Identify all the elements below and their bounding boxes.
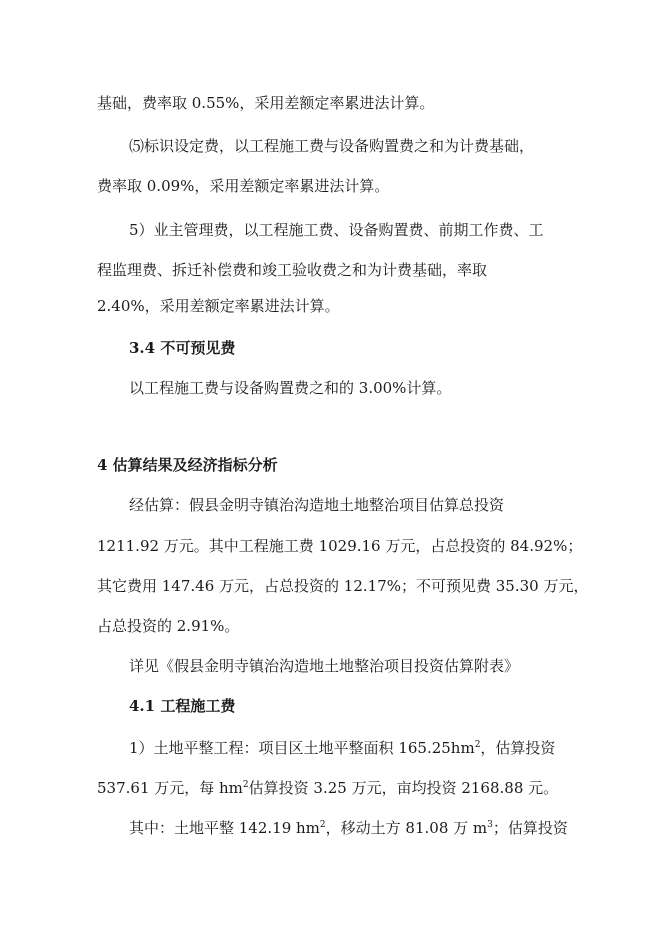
text-line: 1211.92 万元。其中工程施工费 1029.16 万元，占总投资的 84.92%； — [97, 537, 583, 555]
text-line: 经估算：假县金明寺镇治沟造地土地整治项目估算总投资 — [129, 496, 505, 514]
superscript: 2 — [242, 780, 249, 790]
text-line — [129, 738, 555, 758]
superscript: 3 — [487, 820, 493, 830]
text-line: 以工程施工费与设备购置费之和的 3.00%计算。 — [129, 379, 452, 397]
section-heading-3-4: 3.4 不可预见费 — [129, 339, 236, 357]
text-line: 5）业主管理费，以工程施工费、设备购置费、前期工作费、工 — [129, 221, 544, 239]
text-line — [129, 818, 568, 838]
section-heading-4-1: 4.1 工程施工费 — [129, 697, 236, 715]
text-line: 2.40%，采用差额定率累进法计算。 — [97, 297, 340, 315]
text-line: 程监理费、拆迁补偿费和竣工验收费之和为计费基础，率取 — [97, 261, 488, 279]
text-segment: ，移动土方 81.08 万 m — [325, 819, 488, 837]
superscript: 2 — [474, 740, 481, 750]
section-heading-4: 4 估算结果及经济指标分析 — [97, 456, 278, 474]
text-line: 费率取 0.09%，采用差额定率累进法计算。 — [97, 177, 390, 195]
text-line: ⑸标识设定费，以工程施工费与设备购置费之和为计费基础， — [129, 137, 535, 155]
text-segment: 其中：土地平整 142.19 hm — [129, 819, 320, 837]
text-segment: 估算投资 3.25 万元，亩均投资 2168.88 元。 — [248, 779, 559, 797]
text-line: 基础，费率取 0.55%，采用差额定率累进法计算。 — [97, 94, 435, 112]
text-segment: 537.61 万元，每 hm — [97, 779, 243, 797]
superscript: 2 — [319, 820, 326, 830]
text-segment: 1）土地平整工程：项目区土地平整面积 165.25hm — [129, 739, 475, 757]
text-segment: ；估算投资 — [492, 819, 568, 837]
text-line — [97, 778, 558, 798]
text-line: 占总投资的 2.91%。 — [97, 617, 240, 635]
text-line: 详见《假县金明寺镇治沟造地土地整治项目投资估算附表》 — [129, 657, 520, 675]
text-line: 其它费用 147.46 万元，占总投资的 12.17%；不可预见费 35.30 万元， — [97, 577, 589, 595]
text-segment: ，估算投资 — [480, 739, 556, 757]
